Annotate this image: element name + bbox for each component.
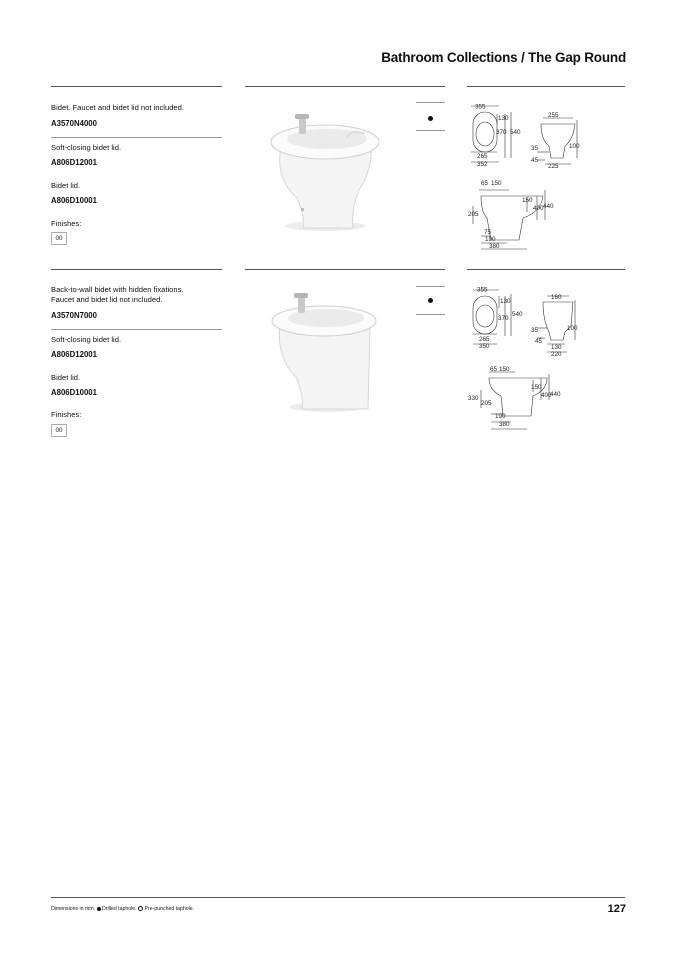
section-divider	[51, 269, 222, 270]
dim-label: 205	[468, 211, 479, 218]
dim-label: 130	[498, 115, 509, 122]
dim-label: 35	[531, 145, 539, 152]
dim-label: 540	[512, 311, 523, 318]
dim-label: 75	[484, 229, 492, 236]
dim-label: 350	[479, 343, 490, 350]
dim-label: 45	[531, 157, 539, 164]
dim-label: 65	[481, 180, 489, 187]
dim-label: 265	[479, 336, 490, 343]
accessory-code: A806D10001	[51, 196, 97, 205]
section-divider	[51, 86, 222, 87]
finish-swatch[interactable]: 00	[51, 424, 67, 437]
dim-label: 45	[535, 338, 543, 345]
dim-label: 400	[533, 205, 544, 212]
dim-label: 540	[510, 129, 521, 136]
page-title: Bathroom Collections / The Gap Round	[381, 50, 626, 65]
product-code: A3570N7000	[51, 311, 97, 320]
accessory-code: A806D12001	[51, 350, 97, 359]
footnote	[51, 906, 194, 912]
dim-label: 150	[531, 384, 542, 391]
dim-label: 160	[551, 294, 562, 301]
technical-drawing	[467, 100, 627, 250]
dim-label: 440	[550, 391, 561, 398]
taphole-rule	[416, 314, 445, 315]
dim-label: 100	[569, 143, 580, 150]
dim-label: 265	[477, 153, 488, 160]
product-code: A3570N4000	[51, 119, 97, 128]
bidet-product-image	[255, 98, 395, 238]
dim-label: 130	[551, 344, 562, 351]
technical-drawing	[467, 284, 627, 432]
finish-swatch[interactable]: 00	[51, 232, 67, 245]
drilled-note: Drilled taphole.	[102, 906, 137, 912]
dim-label: 400	[541, 392, 552, 399]
dim-label: 205	[481, 400, 492, 407]
dim-label: 440	[543, 203, 554, 210]
dim-label: 150	[499, 366, 510, 373]
product-description: Back-to-wall bidet with hidden fixations.	[51, 285, 184, 294]
section-divider	[467, 269, 625, 270]
dim-label: 130	[500, 298, 511, 305]
dim-label: 190	[485, 236, 496, 243]
accessory-code: A806D10001	[51, 388, 97, 397]
drilled-taphole-icon	[428, 116, 433, 121]
accessory-label: Soft-closing bidet lid.	[51, 335, 122, 344]
back-to-wall-bidet-image	[258, 287, 398, 417]
dim-label: 352	[477, 161, 488, 168]
dim-label: 225	[548, 163, 559, 170]
accessory-label: Bidet lid.	[51, 181, 81, 190]
drilled-taphole-icon	[428, 298, 433, 303]
accessory-label: Bidet lid.	[51, 373, 81, 382]
prepunched-note: Pre-punched taphole.	[144, 906, 195, 912]
taphole-rule	[416, 102, 445, 103]
dim-label: 330	[468, 395, 479, 402]
dim-label: 370	[498, 315, 509, 322]
page-number: 127	[607, 903, 626, 915]
dim-label: 355	[477, 286, 488, 294]
dim-label: 65	[490, 366, 498, 373]
finishes-label: Finishes:	[51, 219, 82, 228]
dim-label: 150	[522, 197, 533, 204]
dim-label: 355	[475, 103, 486, 111]
taphole-rule	[416, 130, 445, 131]
taphole-rule	[416, 286, 445, 287]
finishes-label: Finishes:	[51, 410, 82, 419]
section-divider	[245, 269, 445, 270]
dim-label: 35	[531, 327, 539, 334]
dim-label: 100	[567, 325, 578, 332]
dim-label: 380	[489, 243, 500, 250]
divider	[51, 329, 222, 330]
section-divider	[245, 86, 445, 87]
dim-label: 190	[495, 413, 506, 420]
section-divider	[467, 86, 625, 87]
dim-label: 255	[548, 112, 559, 119]
dimensions-note: Dimensions in mm.	[51, 906, 96, 912]
drilled-taphole-icon	[97, 907, 101, 911]
accessory-code: A806D12001	[51, 158, 97, 167]
accessory-label: Soft-closing bidet lid.	[51, 143, 122, 152]
product-description: Faucet and bidet lid not included.	[51, 295, 163, 304]
dim-label: 370	[496, 129, 507, 136]
dim-label: 150	[491, 180, 502, 187]
product-description: Bidet. Faucet and bidet lid not included.	[51, 103, 184, 112]
dim-label: 380	[499, 421, 510, 428]
dim-label: 220	[551, 351, 562, 358]
divider	[51, 137, 222, 138]
pre-punched-taphole-icon	[138, 906, 143, 911]
footer-divider	[51, 897, 625, 898]
